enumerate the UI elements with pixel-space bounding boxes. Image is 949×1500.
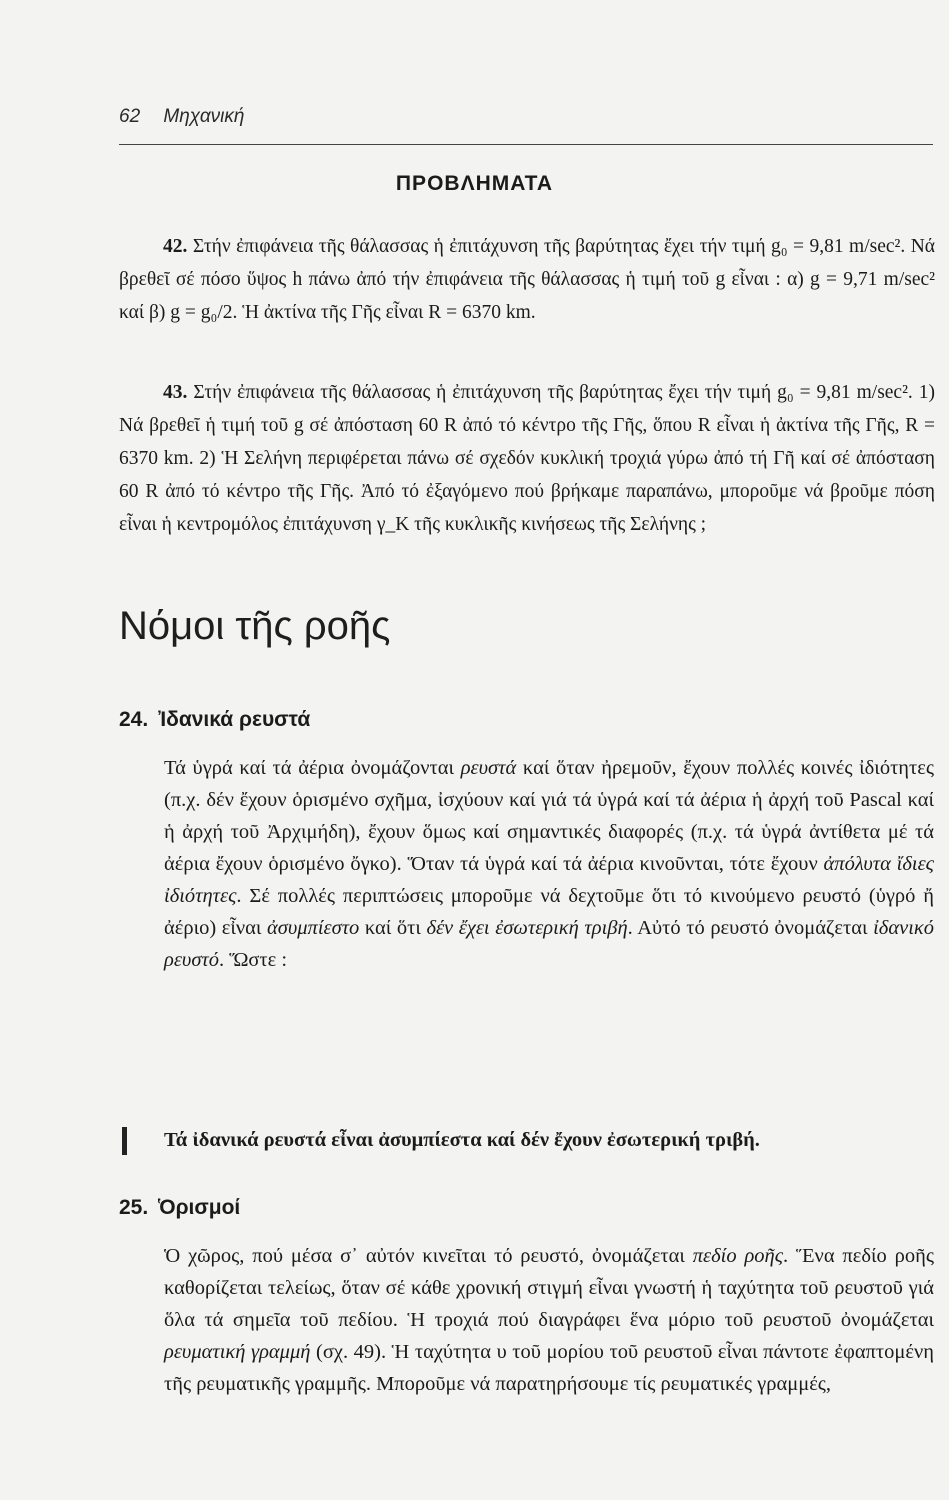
term-identical-properties: ἀπόλυτα ἴδιες ἰδιότητες	[164, 853, 934, 907]
term-incompressible: ἀσυμπίεστο	[266, 917, 360, 939]
problem-43	[119, 376, 935, 541]
text-run: . Αὐτό τό ρευστό ὀνομάζεται	[627, 917, 874, 939]
text-run: . Ἕνα πεδίο ροῆς καθορίζεται τελείως, ὅταν σέ κάθε χρονική στιγμή εἶναι γνωστή ἡ ταχύτητα τοῦ ρευστοῦ γιά ὅλα τά σημεῖα τοῦ πεδίου. Ἡ τροχιά πού διαγράφει ἕνα μόριο τοῦ ρευστοῦ ὀνομάζεται	[164, 1245, 934, 1331]
problems-title: ΠΡΟΒΛΗΜΑΤΑ	[395, 172, 554, 195]
text-run: Τά ὑγρά καί τά ἀέρια ὀνομάζονται	[164, 757, 461, 779]
problem-number: 43.	[163, 382, 188, 403]
problem-42	[119, 230, 935, 329]
section-25-paragraph	[164, 1240, 934, 1400]
margin-marker	[122, 1127, 127, 1155]
text-run: . Σέ πολλές περιπτώσεις μποροῦμε νά δεχτοῦμε ὅτι τό κινούμενο ρευστό (ὑγρό ἤ ἀέριο) εἶναι	[164, 885, 934, 939]
problem-text: Στήν ἐπιφάνεια τῆς θάλασσας ἡ ἐπιτάχυνση τῆς βαρύτητας ἔχει τήν τιμή g₀ = 9,81 m/sec². Νά βρεθεῖ σέ πόσο ὕψος h πάνω ἀπό τήν ἐπιφάνεια τῆς θάλασσας ἡ τιμή τοῦ g εἶναι : α) g = 9,71 m/sec² καί β) g = g₀/2. Ἡ ἀκτίνα τῆς Γῆς εἶναι R = 6370 km.	[119, 236, 935, 323]
text-run: καί ὅτι	[359, 917, 427, 939]
chapter-title: Νόμοι τῆς ροῆς	[119, 604, 391, 648]
term-ideal-fluid: ἰδανικό ρευστό	[164, 917, 934, 971]
term-no-friction: δέν ἔχει ἐσωτερική τριβή	[426, 917, 628, 939]
section-25-heading	[119, 1196, 240, 1220]
problem-text: Στήν ἐπιφάνεια τῆς θάλασσας ἡ ἐπιτάχυνση τῆς βαρύτητας ἔχει τήν τιμή g₀ = 9,81 m/sec². 1) Νά βρεθεῖ ἡ τιμή τοῦ g σέ ἀπόσταση 60 R ἀπό τό κέντρο τῆς Γῆς, ὅπου R εἶναι ἡ ἀκτίνα τῆς Γῆς, R = 6370 km. 2) Ἡ Σελήνη περιφέρεται πάνω σέ σχεδόν κυκλική τροχιά γύρω ἀπό τή Γῆ καί σέ ἀπόσταση 60 R ἀπό τό κέντρο τῆς Γῆς. Ἀπό τό ἐξαγόμενο πού βρήκαμε παραπάνω, μποροῦμε νά βροῦμε πόση εἶναι ἡ κεντρομόλος ἐπιτάχυνση γ_K τῆς κυκλικῆς κινήσεως τῆς Σελήνης ;	[119, 382, 936, 535]
page-number: 62	[119, 106, 141, 127]
running-head	[119, 106, 244, 128]
problem-number: 42.	[163, 236, 188, 257]
key-statement: Τά ἰδανικά ρευστά εἶναι ἀσυμπίεστα καί δέν ἔχουν ἐσωτερική τριβή.	[164, 1129, 760, 1151]
section-24-paragraph	[164, 752, 934, 976]
term-rheusta: ρευστά	[460, 757, 517, 779]
text-run: καί ὅταν ἠρεμοῦν, ἔχουν πολλές κοινές ἰδιότητες (π.χ. δέν ἔχουν ὁρισμένο σχῆμα, ἰσχύουν καί γιά τά ὑγρά καί τά ἀέρια ἡ ἀρχή τοῦ Pascal καί ἡ ἀρχή τοῦ Ἀρχιμήδη), ἔχουν ὅμως καί σημαντικές διαφορές (π.χ. τά ὑγρά ἀντίθετα μέ τά ἀέρια ἔχουν ὁρισμένο ὄγκο). Ὅταν τά ὑγρά καί τά ἀέρια κινοῦνται, τότε ἔχουν	[164, 757, 934, 875]
text-run: (σχ. 49). Ἡ ταχύτητα υ τοῦ μορίου τοῦ ρευστοῦ εἶναι πάντοτε ἐφαπτομένη τῆς ρευματικῆς γραμμῆς. Μποροῦμε νά παρατηρήσουμε τίς ρευματικές γραμμές,	[164, 1341, 934, 1395]
section-24-heading	[119, 708, 310, 732]
text-run: Ὁ χῶρος, πού μέσα σ᾽ αὐτόν κινεῖται τό ρευστό, ὀνομάζεται	[164, 1245, 693, 1267]
section-title: Ὁρισμοί	[158, 1196, 241, 1219]
section-number: 24.	[119, 708, 149, 731]
section-title: Ἰδανικά ρευστά	[158, 708, 311, 731]
term-streamline: ρευματική γραμμή	[164, 1341, 311, 1363]
text-run: . Ὥστε :	[219, 949, 288, 971]
term-flow-field: πεδίο ροῆς	[692, 1245, 784, 1267]
header-rule	[119, 144, 933, 145]
section-number: 25.	[119, 1196, 149, 1219]
running-title: Μηχανική	[163, 106, 245, 127]
